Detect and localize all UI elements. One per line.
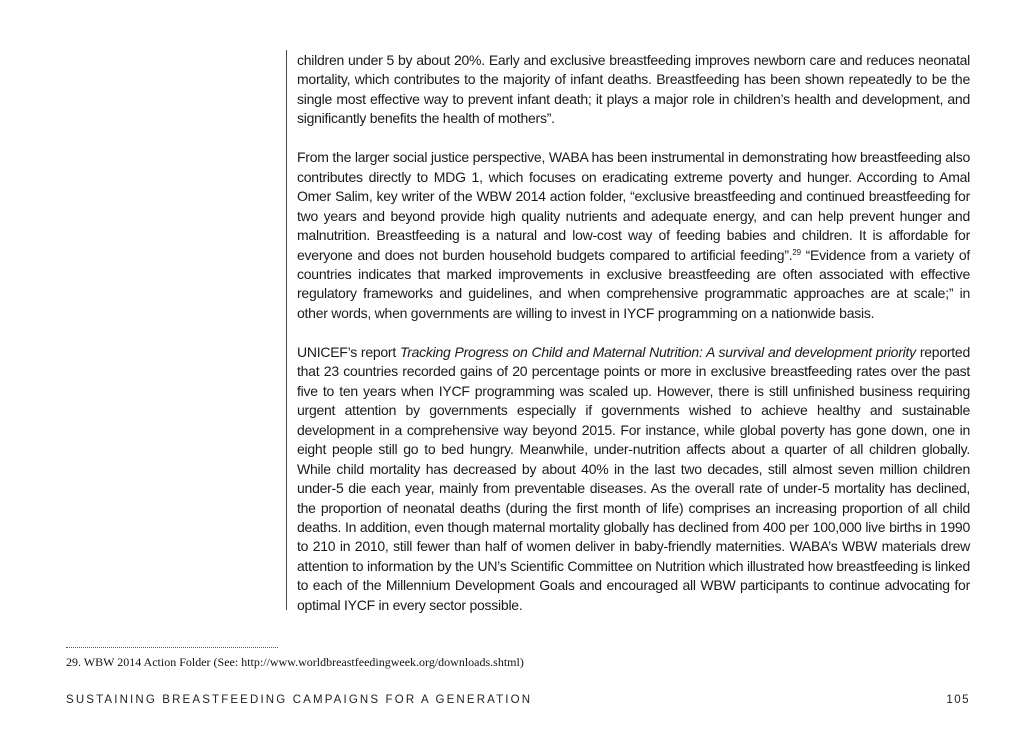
paragraph-2-text-a: From the larger social justice perspective, WABA has been instrumental in demonstrating how breastfeeding also contributes directly to MDG 1, which focuses on eradicating extreme poverty and hunger. According to Amal Omer Salim, key writer of the WBW 2014 action folder, “exclusive breastfeeding and continued breastfeeding for two years and beyond provide high quality nutrients and adequate energy, and can help prevent hunger and malnutrition. Breastfeeding is a natural and low-cost way of feeding babies and children. It is affordable for everyone and does not burden household budgets compared to artificial feeding”. (297, 149, 970, 263)
paragraph-3-text-b: reported that 23 countries recorded gains of 20 percentage points or more in exclusive breastfeeding rates over the past five to ten years when IYCF programming was scaled up. However, there is still unfinished business requiring urgent attention by governments especially if governments wished to achieve healthy and sustainable development in a comprehensive way beyond 2015. For instance, while global poverty has gone down, one in eight people still go to bed hungry. Meanwhile, under-nutrition affects about a quarter of all children globally. While child mortality has decreased by about 40% in the last two decades, still almost seven million children under-5 die each year, mainly from preventable diseases. As the overall rate of under-5 mortality has declined, the proportion of neonatal deaths (during the first month of life) comprises an increasing proportion of all child deaths. In addition, even though maternal mortality globally has declined from 400 per 100,000 live births in 1990 to 210 in 2010, still fewer than half of women deliver in baby-friendly maternities. WABA’s WBW materials drew attention to information by the UN’s Scientific Committee on Nutrition which illustrated how breastfeeding is linked to each of the Millennium Development Goals and encouraged all WBW participants to continue advocating for optimal IYCF in every sector possible. (297, 343, 970, 613)
footnote: 29. WBW 2014 Action Folder (See: http://www.worldbreastfeedingweek.org/downloads.shtml) (66, 655, 524, 669)
paragraph-1-text: children under 5 by about 20%. Early and exclusive breastfeeding improves newborn care and reduces neonatal mortality, which contributes to the majority of infant deaths. Breastfeeding has been shown repeatedly to be the single most effective way to prevent infant death; it plays a major role in children’s health and development, and significantly benefits the health of mothers”. (297, 52, 970, 127)
page-number: 105 (946, 694, 970, 706)
paragraph-3 (297, 343, 970, 615)
running-footer-title: SUSTAINING BREASTFEEDING CAMPAIGNS FOR A GENERATION (66, 694, 533, 706)
paragraph-2-text-b: “Evidence from a variety of countries indicates that marked improvements in exclusive breastfeeding are often associated with effective regulatory frameworks and guidelines, and when comprehensive programmatic approaches are at scale;” in other words, when governments are willing to invest in IYCF programming on a nationwide basis. (297, 246, 971, 321)
paragraph-3-text-a: UNICEF’s report (297, 343, 400, 360)
paragraph-1 (297, 51, 970, 129)
footnote-reference: 29 (792, 247, 801, 257)
paragraph-2 (297, 148, 970, 323)
body-text (297, 51, 970, 615)
report-title: Tracking Progress on Child and Maternal Nutrition: A survival and development priority (399, 343, 916, 360)
footnote-separator (66, 647, 278, 648)
margin-vertical-rule (286, 50, 287, 610)
